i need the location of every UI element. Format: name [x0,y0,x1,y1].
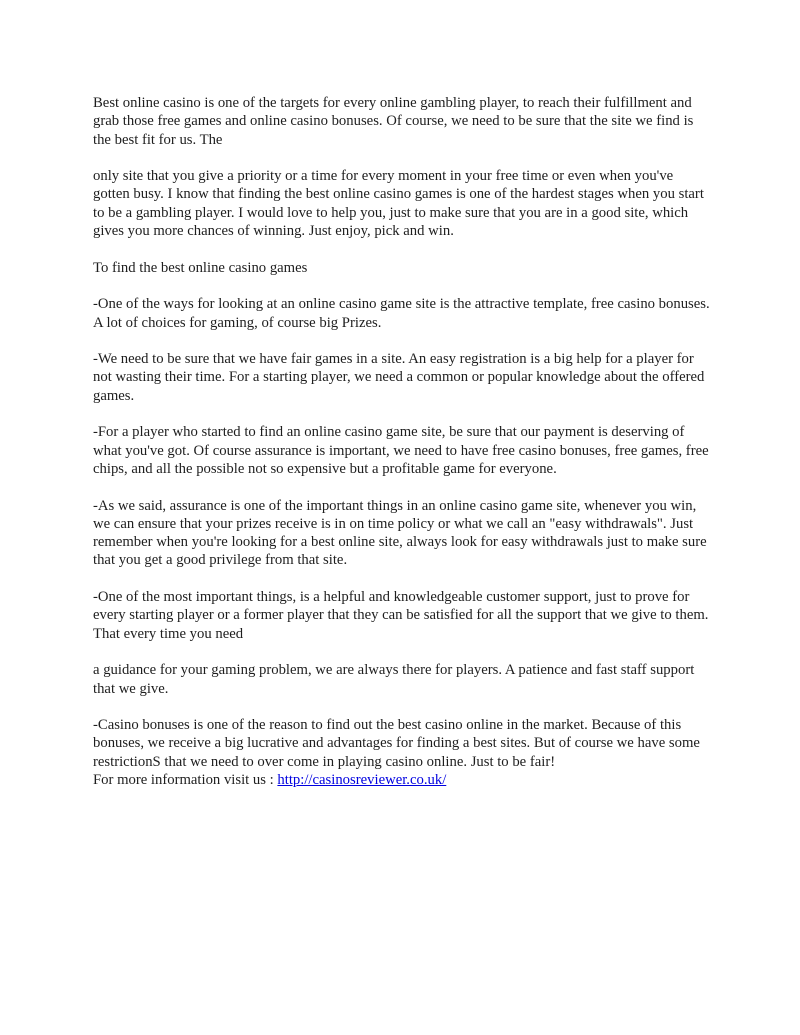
casinosreviewer-link[interactable]: http://casinosreviewer.co.uk/ [277,771,447,788]
paragraph-point-payment: -For a player who started to find an online casino game site, be sure that our payment is deserving of what you've got. Of course assurance is important, we need to have free casino bonuses, free games, free chips, and all the possible not so expensive but a profitable game for everyone. [93,424,709,477]
paragraph-point-fair-games: -We need to be sure that we have fair games in a site. An easy registration is a big help for a player for not wasting their time. For a starting player, we need a common or popular knowledge about the offered games. [93,351,705,404]
paragraph-intro-1: Best online casino is one of the targets for every online gambling player, to reach their fulfillment and grab those free games and online casino bonuses. Of course, we need to be sure that the site we find is the best fit for us. The [93,95,694,148]
paragraph-point-bonuses: -Casino bonuses is one of the reason to find out the best casino online in the market. Because of this bonuses, we receive a big lucrative and advantages for finding a best sites. But of course we have some restrictionS that we need to over come in playing casino online. Just to be fair! [93,717,700,770]
paragraph-intro-2: only site that you give a priority or a time for every moment in your free time or even when you've gotten busy. I know that finding the best online casino games is one of the hardest stages when you start to be a gambling player. I would love to help you, just to make sure that you are in a good site, which gives you more chances of winning. Just enjoy, pick and win. [93,168,704,240]
paragraph-point-support-1: -One of the most important things, is a helpful and knowledgeable customer support, just to prove for every starting player or a former player that they can be satisfied for all the support that we give to them. That every time you need [93,589,709,642]
footer-line [93,771,713,789]
paragraph-point-template: -One of the ways for looking at an online casino game site is the attractive template, free casino bonuses. A lot of choices for gaming, of course big Prizes. [93,296,710,331]
paragraph-point-support-2: a guidance for your gaming problem, we are always there for players. A patience and fast staff support that we give. [93,662,695,697]
document-body [93,94,713,789]
paragraph-heading: To find the best online casino games [93,259,308,276]
footer-line-prefix: For more information visit us : [93,771,278,788]
paragraph-point-assurance: -As we said, assurance is one of the important things in an online casino game site, whenever you win, we can ensure that your prizes receive is in on time policy or what we call an "easy withdrawals". Just remember when you're looking for a best online site, always look for easy withdrawals just to make sure that you get a good privilege from that site. [93,497,707,569]
